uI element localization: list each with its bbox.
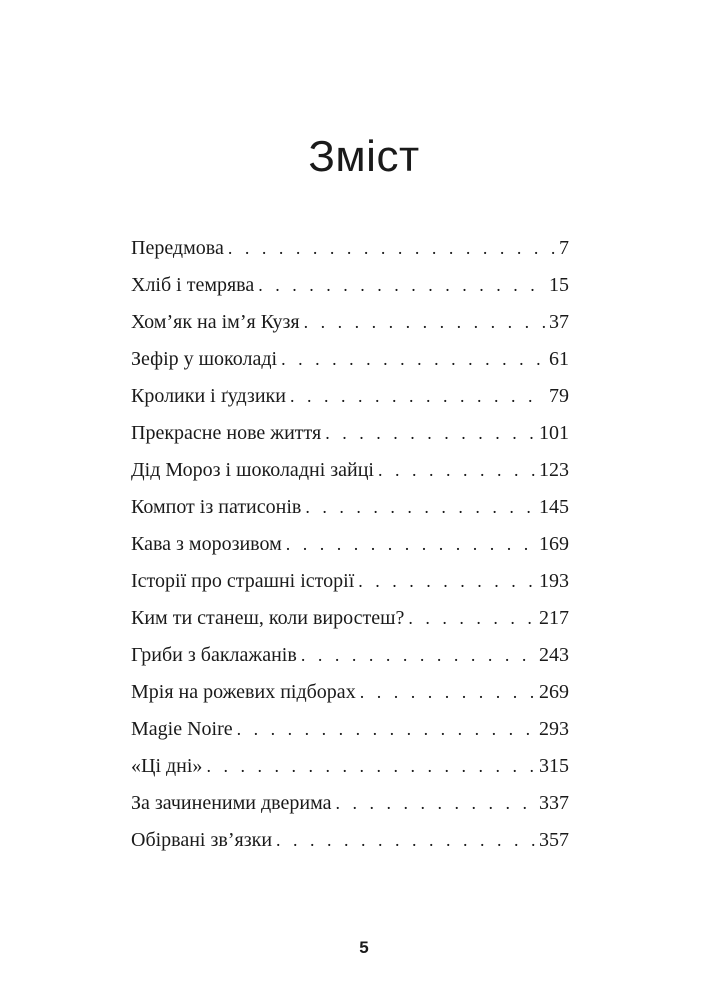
toc-entry-page: 37 <box>549 311 569 333</box>
toc-entry <box>131 341 569 378</box>
toc-entry <box>131 637 569 674</box>
toc-entry <box>131 267 569 304</box>
toc-entry-title: Передмова <box>131 237 224 259</box>
toc-entry-page: 357 <box>539 829 569 851</box>
toc-entry-leader-dots <box>281 341 545 378</box>
toc-entry-leader-dots <box>290 378 545 415</box>
toc-entry-title: Кава з морозивом <box>131 533 282 555</box>
toc-entry <box>131 415 569 452</box>
page-number: 5 <box>359 938 369 957</box>
toc-entry <box>131 563 569 600</box>
toc-entry-title: «Ці дні» <box>131 755 203 777</box>
toc-entry-page: 123 <box>539 459 569 481</box>
toc-entry-leader-dots <box>228 230 555 267</box>
toc-entry-page: 101 <box>539 422 569 444</box>
toc-entry-page: 79 <box>549 385 569 407</box>
toc-entry <box>131 230 569 267</box>
toc-entry-title: Мрія на рожевих підборах <box>131 681 356 703</box>
toc-entry-title: Прекрасне нове життя <box>131 422 322 444</box>
toc-entry-page: 193 <box>539 570 569 592</box>
toc-entry-page: 243 <box>539 644 569 666</box>
toc-entry-title: Magie Noire <box>131 718 233 740</box>
toc-entry-title: Гриби з баклажанів <box>131 644 297 666</box>
toc-entry-page: 7 <box>559 237 569 259</box>
toc-entry-title: Ким ти станеш, коли виростеш? <box>131 607 405 629</box>
toc-entry-leader-dots <box>358 563 535 600</box>
toc-entry-leader-dots <box>206 748 535 785</box>
toc-entry-leader-dots <box>305 489 535 526</box>
toc-entry <box>131 378 569 415</box>
toc-entry-leader-dots <box>276 822 535 859</box>
toc-entry <box>131 711 569 748</box>
toc-entry-leader-dots <box>408 600 535 637</box>
toc-entry <box>131 526 569 563</box>
toc-entry-leader-dots <box>301 637 535 674</box>
toc-entry-leader-dots <box>304 304 545 341</box>
toc-entry-title: Обірвані зв’язки <box>131 829 273 851</box>
toc-entry-leader-dots <box>378 452 535 489</box>
toc-entry-title: Компот із патисонів <box>131 496 302 518</box>
toc-entry-leader-dots <box>325 415 535 452</box>
toc-entry-leader-dots <box>237 711 535 748</box>
toc-entry <box>131 600 569 637</box>
toc-entry-page: 315 <box>539 755 569 777</box>
toc-entry <box>131 489 569 526</box>
toc-entry <box>131 674 569 711</box>
toc-entry-title: Хом’як на ім’я Кузя <box>131 311 300 333</box>
toc-entry-page: 269 <box>539 681 569 703</box>
toc-entry-page: 293 <box>539 718 569 740</box>
toc-entry-title: За зачиненими дверима <box>131 792 332 814</box>
toc-entry-title: Дід Мороз і шоколадні зайці <box>131 459 374 481</box>
toc-entry <box>131 748 569 785</box>
toc-entry-page: 337 <box>539 792 569 814</box>
toc-entry-title: Хліб і темрява <box>131 274 255 296</box>
toc-entry-leader-dots <box>360 674 535 711</box>
table-of-contents <box>131 230 569 859</box>
toc-entry-title: Історії про страшні історії <box>131 570 355 592</box>
toc-entry <box>131 452 569 489</box>
toc-entry-leader-dots <box>258 267 545 304</box>
toc-entry-title: Зефір у шоколаді <box>131 348 278 370</box>
toc-entry-page: 145 <box>539 496 569 518</box>
toc-entry-page: 217 <box>539 607 569 629</box>
toc-entry-page: 61 <box>549 348 569 370</box>
page-title: Зміст <box>308 132 420 181</box>
toc-entry-leader-dots <box>286 526 535 563</box>
toc-entry <box>131 304 569 341</box>
toc-entry-leader-dots <box>335 785 535 822</box>
toc-entry-page: 15 <box>549 274 569 296</box>
toc-entry-page: 169 <box>539 533 569 555</box>
toc-entry <box>131 822 569 859</box>
toc-entry <box>131 785 569 822</box>
toc-entry-title: Кролики і ґудзики <box>131 385 286 407</box>
